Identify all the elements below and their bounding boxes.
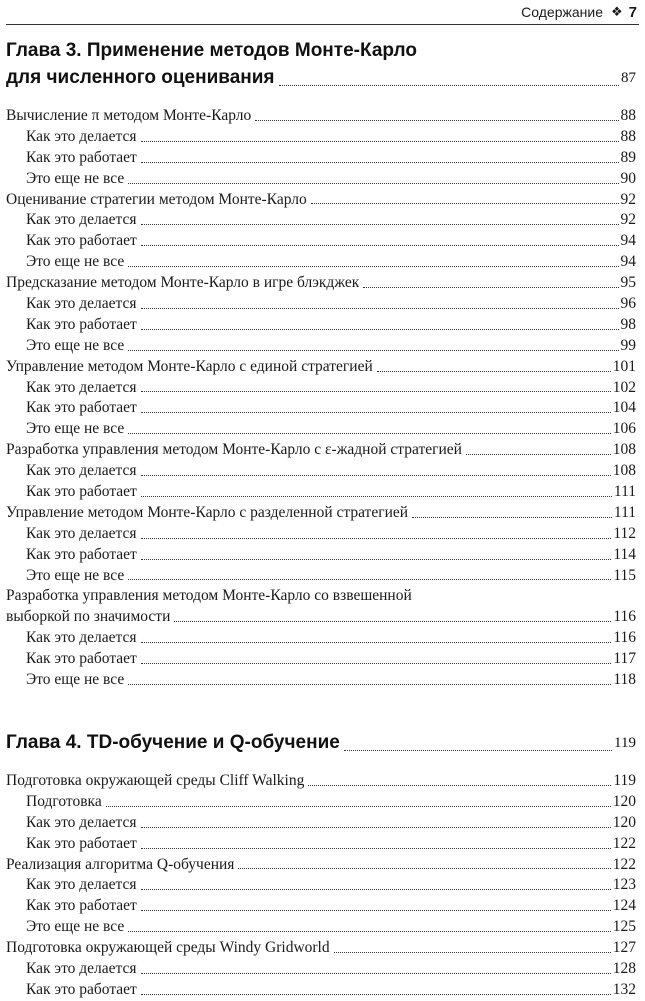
toc-entry-title: Как это делается (26, 295, 137, 312)
toc-entry[interactable] (6, 855, 636, 876)
leader-dots (128, 182, 618, 184)
toc-subentry[interactable] (6, 670, 636, 691)
toc-subentry[interactable] (6, 315, 636, 336)
toc-entry-page: 111 (613, 483, 636, 501)
toc-entry-title: Как это работает (26, 399, 137, 417)
header-page-number: 7 (628, 3, 637, 21)
leader-dots (238, 867, 610, 869)
leader-dots (128, 349, 618, 351)
leader-dots (128, 432, 611, 434)
leader-dots (334, 951, 611, 953)
toc-entry-title: Реализация алгоритма Q-обучения (6, 855, 235, 873)
leader-dots (311, 202, 619, 204)
toc-entry-page: 111 (613, 503, 636, 521)
leader-dots (141, 140, 619, 142)
leader-dots (141, 972, 611, 974)
toc-entry-page: 127 (612, 939, 636, 957)
toc-entry-page: 104 (612, 399, 636, 417)
toc-subentry[interactable] (6, 419, 636, 440)
toc-entry-title: Как это работает (26, 897, 137, 915)
toc-entry-page: 89 (620, 148, 636, 166)
toc-entry[interactable] (6, 190, 636, 211)
leader-dots (141, 244, 619, 246)
toc-entry[interactable] (6, 106, 636, 127)
toc-entry-page: 132 (612, 980, 636, 998)
toc-entry-page: 88 (620, 106, 636, 124)
toc-entry-page: 88 (620, 127, 636, 145)
table-of-contents (6, 38, 636, 1001)
toc-subentry[interactable] (6, 231, 636, 252)
toc-entry-title: Как это работает (26, 650, 137, 668)
leader-dots (279, 84, 619, 86)
toc-entry-page: 124 (612, 897, 636, 915)
leader-dots (141, 474, 611, 476)
toc-entry-page: 95 (620, 274, 636, 292)
leader-dots (128, 578, 611, 580)
toc-entry-page: 106 (612, 420, 636, 438)
toc-subentry[interactable] (6, 649, 636, 670)
toc-subentry[interactable] (6, 959, 636, 980)
toc-subentry[interactable] (6, 169, 636, 190)
toc-entry-title: Как это делается (26, 127, 137, 145)
toc-entry-title: Как это делается (26, 813, 137, 831)
toc-entry-page: 90 (620, 169, 636, 187)
leader-dots (412, 516, 612, 518)
toc-entry-title: Как это делается (26, 876, 137, 894)
toc-entry[interactable] (6, 440, 636, 461)
toc-entry[interactable] (6, 273, 636, 294)
toc-subentry[interactable] (6, 980, 636, 1001)
toc-entry-wrapped[interactable] (6, 586, 636, 628)
toc-entry-title: Это еще не все (26, 671, 125, 689)
toc-subentry[interactable] (6, 148, 636, 169)
toc-subentry[interactable] (6, 398, 636, 419)
toc-entry-title: Как это работает (26, 483, 137, 501)
toc-entry[interactable] (6, 771, 636, 792)
toc-entry-title-line-1: Разработка управления методом Монте-Карло со взвешенной (6, 587, 412, 605)
toc-entry-page: 122 (612, 834, 636, 852)
leader-dots (141, 909, 611, 911)
leader-dots (141, 826, 611, 828)
leader-dots (141, 328, 619, 330)
toc-subentry[interactable] (6, 917, 636, 938)
toc-entry[interactable] (6, 938, 636, 959)
toc-entry-page: 94 (620, 253, 636, 271)
leader-dots (141, 993, 611, 995)
toc-entry-title: Подготовка окружающей среды Cliff Walking (6, 771, 305, 789)
leader-dots (128, 265, 618, 267)
leader-dots (141, 888, 611, 890)
toc-entry-page: 118 (613, 671, 636, 689)
toc-entry-page: 122 (612, 855, 636, 873)
chapter-3-title-line-1: Глава 3. Применение методов Монте-Карло (6, 40, 417, 61)
chapter-3-entries (6, 106, 636, 586)
diamond-ornament-icon: ❖ (611, 4, 623, 19)
leader-dots (141, 223, 619, 225)
toc-entry-page: 99 (620, 336, 636, 354)
toc-entry-page: 117 (613, 650, 636, 668)
toc-entry-page: 108 (612, 441, 636, 459)
leader-dots (141, 641, 612, 643)
toc-entry-page: 92 (620, 190, 636, 208)
leader-dots (141, 662, 611, 664)
toc-entry-title: Как это работает (26, 980, 137, 998)
toc-entry-title: Подготовка (26, 792, 102, 810)
leader-dots (141, 411, 611, 413)
toc-entry-title: Вычисление π методом Монте-Карло (6, 106, 252, 124)
toc-entry-title: Это еще не все (26, 566, 125, 584)
toc-entry-title: Как это работает (26, 545, 137, 563)
toc-entry-page: 96 (620, 295, 636, 312)
toc-entry-title: Как это работает (26, 834, 137, 852)
toc-entry-page: 92 (620, 211, 636, 229)
leader-dots (141, 161, 619, 163)
toc-entry-title: Как это работает (26, 148, 137, 166)
toc-entry-title: Как это делается (26, 629, 137, 647)
toc-entry-page: 119 (613, 771, 636, 789)
leader-dots (308, 784, 611, 786)
chapter-3-page: 87 (621, 70, 636, 86)
toc-subentry[interactable] (6, 896, 636, 917)
toc-entry-page: 116 (613, 629, 636, 647)
chapter-3-tail-entries (6, 628, 636, 691)
toc-subentry[interactable] (6, 628, 636, 649)
leader-dots (141, 390, 611, 392)
chapter-4-page: 119 (614, 734, 636, 751)
toc-subentry[interactable] (6, 524, 636, 545)
toc-entry-title: Как это работает (26, 315, 137, 333)
leader-dots (128, 930, 611, 932)
toc-entry-title: Как это делается (26, 462, 137, 480)
leader-dots (174, 620, 611, 622)
leader-dots (344, 749, 612, 751)
toc-subentry[interactable] (6, 294, 636, 315)
toc-entry-page: 116 (613, 608, 636, 626)
toc-entry-page: 120 (612, 813, 636, 831)
toc-subentry[interactable] (6, 813, 636, 834)
toc-entry-page: 98 (620, 315, 636, 333)
toc-entry[interactable] (6, 503, 636, 524)
toc-subentry[interactable] (6, 834, 636, 855)
toc-entry-title: Оценивание стратегии методом Монте-Карло (6, 190, 307, 208)
chapter-4-heading[interactable] (6, 729, 636, 757)
toc-entry-page: 101 (612, 357, 636, 375)
leader-dots (106, 805, 611, 807)
toc-entry-title: Как это делается (26, 378, 137, 396)
toc-entry-title: Как это делается (26, 211, 137, 229)
leader-dots (128, 683, 611, 685)
chapter-3-title-line-2: для численного оценивания (6, 67, 275, 88)
toc-entry-page: 94 (620, 232, 636, 250)
toc-entry-title: Это еще не все (26, 918, 125, 936)
toc-entry-title: Подготовка окружающей среды Windy Gridworld (6, 939, 330, 957)
leader-dots (141, 558, 611, 560)
leader-dots (255, 119, 618, 121)
chapter-4-entries (6, 771, 636, 1001)
toc-subentry[interactable] (6, 545, 636, 566)
toc-entry-title: Предсказание методом Монте-Карло в игре блэкджек (6, 274, 360, 292)
header-section-title: Содержание (521, 4, 603, 20)
leader-dots (466, 453, 611, 455)
toc-entry-page: 115 (613, 566, 636, 584)
leader-dots (141, 495, 612, 497)
toc-entry-page: 114 (613, 545, 636, 563)
toc-entry-title: Как это работает (26, 232, 137, 250)
toc-entry-page: 112 (613, 524, 636, 542)
toc-entry-page: 125 (612, 918, 636, 936)
leader-dots (377, 370, 611, 372)
toc-entry-title: Управление методом Монте-Карло с разделенной стратегией (6, 503, 409, 521)
toc-entry-title: Как это делается (26, 524, 137, 542)
running-header (6, 0, 639, 25)
toc-subentry[interactable] (6, 336, 636, 357)
toc-subentry[interactable] (6, 210, 636, 231)
toc-entry-page: 128 (612, 959, 636, 977)
toc-subentry[interactable] (6, 875, 636, 896)
leader-dots (141, 537, 612, 539)
leader-dots (141, 307, 619, 309)
toc-subentry[interactable] (6, 378, 636, 399)
toc-entry-page: 102 (612, 378, 636, 396)
toc-entry-title: Управление методом Монте-Карло с единой стратегией (6, 357, 373, 375)
leader-dots (363, 286, 618, 288)
toc-entry-title: Это еще не все (26, 336, 125, 354)
toc-entry-page: 108 (612, 462, 636, 480)
toc-entry-title: Как это делается (26, 959, 137, 977)
toc-subentry[interactable] (6, 461, 636, 482)
toc-entry-page: 123 (612, 876, 636, 894)
toc-subentry[interactable] (6, 566, 636, 587)
toc-entry-title: Разработка управления методом Монте-Карло с ε-жадной стратегией (6, 441, 462, 459)
toc-entry-title: Это еще не все (26, 253, 125, 271)
toc-entry[interactable] (6, 357, 636, 378)
toc-entry-page: 120 (612, 792, 636, 810)
toc-entry-title: Это еще не все (26, 169, 125, 187)
toc-entry-title: Это еще не все (26, 420, 125, 438)
toc-subentry[interactable] (6, 792, 636, 813)
toc-entry-title-line-2: выборкой по значимости (6, 608, 171, 626)
toc-subentry[interactable] (6, 482, 636, 503)
chapter-3-heading[interactable] (6, 38, 636, 92)
toc-subentry[interactable] (6, 252, 636, 273)
leader-dots (141, 847, 611, 849)
chapter-4-title: Глава 4. TD-обучение и Q-обучение (6, 731, 340, 753)
toc-subentry[interactable] (6, 127, 636, 148)
